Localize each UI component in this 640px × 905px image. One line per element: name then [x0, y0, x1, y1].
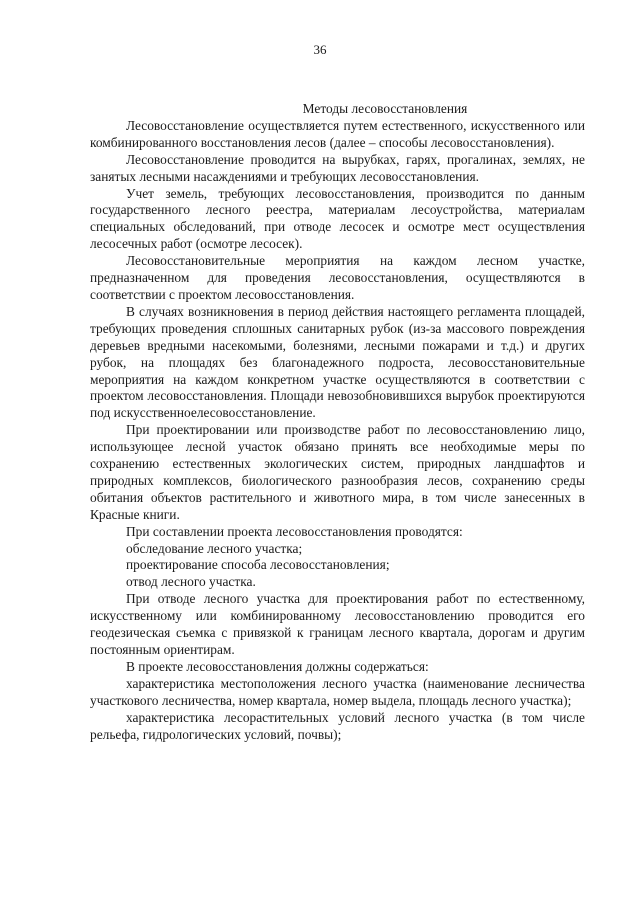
- list-item: проектирование способа лесовосстановления;: [126, 557, 390, 573]
- paragraph: Лесовосстановление проводится на вырубках, гарях, прогалинах, землях, не занятых лесными насаждениями и требующих лесовосстановления.: [90, 151, 585, 184]
- list-item: отвод лесного участка.: [126, 574, 256, 590]
- paragraph: При составлении проекта лесовосстановления проводятся:: [126, 523, 463, 539]
- paragraph: В случаях возникновения в период действия настоящего регламента площадей, требующих проведения сплошных санитарных рубок (из-за массового повреждения деревьев вредными насекомыми, болезнями, лесными пожарами и т.д.) и других рубок, на площадях без благонадежного подроста, лесовосстановительные мероприятия на каждом конкретном участке осуществляются в соответствии с проектом лесовосстановления. Площади невозобновившихся вырубок проектируются под искусственноелесовосстановление.: [90, 303, 585, 421]
- list-item: характеристика местоположения лесного участка (наименование лесничества участкового лесничества, номер квартала, номер выдела, площадь лесного участка);: [90, 675, 585, 708]
- section-title: Методы лесовосстановления: [302, 101, 468, 116]
- paragraph: Лесовосстановление осуществляется путем естественного, искусственного или комбинированного восстановления лесов (далее – способы лесовосстановления).: [90, 117, 585, 150]
- page-content: [90, 101, 585, 743]
- page-number: 36: [313, 42, 327, 57]
- paragraph: Учет земель, требующих лесовосстановления, производится по данным государственного лесного реестра, материалам лесоустройства, материалам специальных обследований, при отводе лесосек и осмотре мест осуществления лесосечных работ (осмотре лесосек).: [90, 185, 585, 252]
- paragraph: При проектировании или производстве работ по лесовосстановлению лицо, использующее лесной участок обязано принять все необходимые меры по сохранению естественных экологических систем, природных ландшафтов и природных комплексов, биологического разнообразия лесов, сохранению среды обитания объектов растительного и животного мира, в том числе занесенных в Красные книги.: [90, 422, 585, 522]
- paragraph: В проекте лесовосстановления должны содержаться:: [126, 658, 429, 674]
- paragraph: Лесовосстановительные мероприятия на каждом лесном участке, предназначенном для проведения лесовосстановления, осуществляются в соответствии с проектом лесовосстановления.: [90, 253, 585, 302]
- paragraph: При отводе лесного участка для проектирования работ по естественному, искусственному или комбинированному лесовосстановлению проводится его геодезическая съемка с привязкой к границам лесного квартала, дорогам и другим постоянным ориентирам.: [90, 591, 585, 657]
- list-item: характеристика лесорастительных условий лесного участка (в том числе рельефа, гидрологических условий, почвы);: [90, 709, 585, 742]
- list-item: обследование лесного участка;: [126, 540, 303, 556]
